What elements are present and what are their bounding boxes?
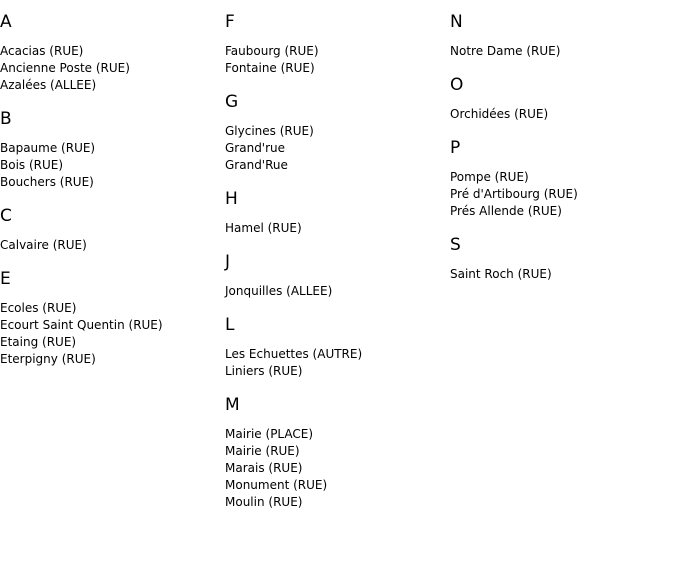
index-column-3: [450, 12, 675, 298]
street-list: [0, 300, 225, 368]
list-item: [225, 363, 450, 380]
street-list: [225, 43, 450, 77]
list-item: [225, 460, 450, 477]
list-item: [450, 203, 675, 220]
street-list: [0, 237, 225, 254]
street-link[interactable]: Prés Allende (RUE): [450, 204, 562, 218]
index-column-2: [225, 12, 450, 526]
list-item: [0, 140, 225, 157]
street-link[interactable]: Ecourt Saint Quentin (RUE): [0, 318, 163, 332]
list-item: [0, 351, 225, 368]
list-item: [225, 123, 450, 140]
street-list: [225, 283, 450, 300]
street-link[interactable]: Grand'Rue: [225, 158, 288, 172]
street-list: [225, 220, 450, 237]
list-item: [225, 346, 450, 363]
letter-heading-h: H: [225, 189, 238, 209]
list-item: [0, 300, 225, 317]
list-item: [225, 60, 450, 77]
letter-heading-f: F: [225, 12, 235, 32]
letter-group-c: [0, 206, 225, 254]
street-link[interactable]: Ancienne Poste (RUE): [0, 61, 130, 75]
street-link[interactable]: Mairie (RUE): [225, 444, 300, 458]
letter-group-g: [225, 92, 450, 174]
street-link[interactable]: Saint Roch (RUE): [450, 267, 552, 281]
list-item: [450, 266, 675, 283]
street-link[interactable]: Pompe (RUE): [450, 170, 529, 184]
list-item: [225, 494, 450, 511]
street-link[interactable]: Azalées (ALLEE): [0, 78, 97, 92]
list-item: [0, 77, 225, 94]
street-link[interactable]: Ecoles (RUE): [0, 301, 77, 315]
letter-heading-e: E: [0, 269, 11, 289]
street-link[interactable]: Marais (RUE): [225, 461, 303, 475]
street-link[interactable]: Monument (RUE): [225, 478, 328, 492]
letter-heading-b: B: [0, 109, 12, 129]
letter-group-l: [225, 315, 450, 380]
street-link[interactable]: Fontaine (RUE): [225, 61, 315, 75]
letter-heading-m: M: [225, 395, 240, 415]
street-link[interactable]: Jonquilles (ALLEE): [225, 284, 333, 298]
list-item: [225, 220, 450, 237]
street-link[interactable]: Bois (RUE): [0, 158, 64, 172]
letter-heading-c: C: [0, 206, 12, 226]
list-item: [225, 157, 450, 174]
street-list: [225, 346, 450, 380]
street-list: [225, 123, 450, 174]
street-link[interactable]: Eterpigny (RUE): [0, 352, 96, 366]
street-link[interactable]: Liniers (RUE): [225, 364, 303, 378]
street-list: [0, 140, 225, 191]
street-link[interactable]: Acacias (RUE): [0, 44, 84, 58]
street-list: [0, 43, 225, 94]
letter-group-j: [225, 252, 450, 300]
street-list: [450, 169, 675, 220]
letter-group-m: [225, 395, 450, 511]
list-item: [0, 60, 225, 77]
street-link[interactable]: Moulin (RUE): [225, 495, 303, 509]
letter-heading-a: A: [0, 12, 12, 32]
street-link[interactable]: Hamel (RUE): [225, 221, 302, 235]
street-link[interactable]: Calvaire (RUE): [0, 238, 87, 252]
letter-group-n: [450, 12, 675, 60]
street-link[interactable]: Glycines (RUE): [225, 124, 314, 138]
street-link[interactable]: Les Echuettes (AUTRE): [225, 347, 363, 361]
letter-group-h: [225, 189, 450, 237]
street-link[interactable]: Pré d'Artibourg (RUE): [450, 187, 578, 201]
list-item: [225, 426, 450, 443]
street-link[interactable]: Etaing (RUE): [0, 335, 77, 349]
street-link[interactable]: Grand'rue: [225, 141, 286, 155]
list-item: [0, 157, 225, 174]
letter-heading-s: S: [450, 235, 461, 255]
list-item: [225, 443, 450, 460]
letter-group-o: [450, 75, 675, 123]
letter-heading-o: O: [450, 75, 464, 95]
letter-group-f: [225, 12, 450, 77]
street-link[interactable]: Notre Dame (RUE): [450, 44, 561, 58]
index-column-1: [0, 12, 225, 383]
letter-heading-n: N: [450, 12, 463, 32]
street-link[interactable]: Bouchers (RUE): [0, 175, 94, 189]
list-item: [225, 43, 450, 60]
letter-group-p: [450, 138, 675, 220]
list-item: [0, 334, 225, 351]
list-item: [225, 283, 450, 300]
letter-group-e: [0, 269, 225, 368]
street-list: [450, 266, 675, 283]
street-list: [450, 106, 675, 123]
list-item: [225, 477, 450, 494]
street-link[interactable]: Bapaume (RUE): [0, 141, 96, 155]
list-item: [0, 174, 225, 191]
letter-heading-g: G: [225, 92, 239, 112]
street-list: [450, 43, 675, 60]
street-link[interactable]: Faubourg (RUE): [225, 44, 319, 58]
letter-heading-j: J: [225, 252, 231, 272]
letter-group-a: [0, 12, 225, 94]
street-link[interactable]: Mairie (PLACE): [225, 427, 314, 441]
letter-heading-l: L: [225, 315, 235, 335]
list-item: [0, 237, 225, 254]
list-item: [225, 140, 450, 157]
list-item: [450, 186, 675, 203]
street-link[interactable]: Orchidées (RUE): [450, 107, 549, 121]
letter-group-s: [450, 235, 675, 283]
list-item: [0, 43, 225, 60]
list-item: [450, 43, 675, 60]
list-item: [450, 106, 675, 123]
letter-heading-p: P: [450, 138, 461, 158]
list-item: [0, 317, 225, 334]
list-item: [450, 169, 675, 186]
street-list: [225, 426, 450, 511]
letter-group-b: [0, 109, 225, 191]
